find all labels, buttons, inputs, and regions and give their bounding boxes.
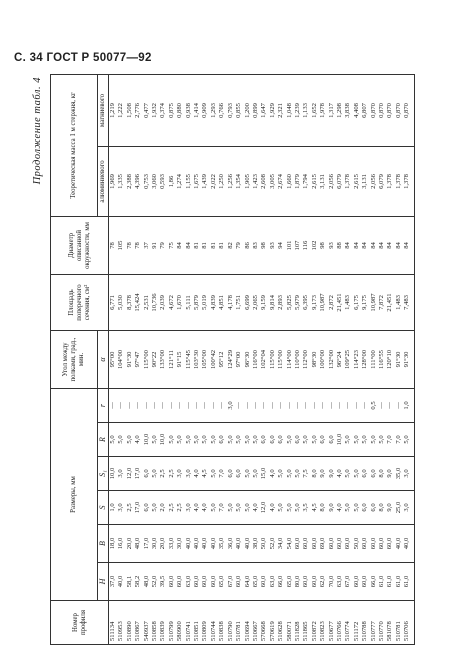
col-h: 37,0 40,0 58,1 58,2 48,0 52,0 39,5 60,0 60,0 63,0 60,0 60,0 60,0 65,0 67,0 60,0 64,0 65,0 60,0 63,0 66,0 65,0 80,0 60,0 60,0 62,0 70,0 63,0 67,0 60,0 60,0 66,0 61,0 61,0 61,0 61,0 xyxy=(109,563,415,601)
header-area: Площадь поперечного сечения, см² xyxy=(51,274,109,330)
header-s: S xyxy=(98,491,109,525)
header-b: B xyxy=(98,525,109,563)
header-r-large: R xyxy=(98,423,109,457)
col-profile-no: 511134 510953 510890 510867 540937 510858 510839 510799 580900 510741 510851 510809 510744 510838 510790 510781 510694 510667 570668 570619 510628 580071 511828 511865 510872 510823 510677 510766 510774 511172 510788 510777 510770 581078 510781 510706 xyxy=(109,601,415,645)
col-s: 1,0 3,0 2,5 17,0 6,0 5,0 2,0 2,5 2,5 3,0 4,0 4,0 5,0 7,0 5,0 5,0 5,0 4,0 12,0 4,0 5,0 5,0 5,0 3,5 4,5 8,0 9,0 4,0 5,0 5,0 6,0 6,0 8,0 9,0 25,0 3,0 xyxy=(109,491,415,525)
col-r-large: 5,0 5,0 5,0 4,0 10,0 5,0 10,0 5,0 5,0 5,0 5,0 5,0 5,0 6,0 5,0 5,0 5,0 5,0 6,0 6,0 6,0 5,0 6,0 5,0 5,0 6,0 6,0 10,0 5,0 5,0 5,0 5,0 5,0 7,0 7,0 5,0 xyxy=(109,423,415,457)
col-diameter: 78 105 78 78 37 91 79 75 84 84 81 81 81 81 82 79 86 83 98 93 94 101 107 116 102 98 93 88 84 84 84 84 84 84 84 84 xyxy=(109,216,415,274)
rotated-table-container xyxy=(32,75,450,645)
header-dimensions: Размеры, мм xyxy=(51,388,98,600)
header-profile-no: Номер профиля xyxy=(51,601,109,645)
header-h: H xyxy=(98,563,109,601)
page-header: С. 34 ГОСТ Р 50077—92 xyxy=(14,52,152,64)
col-mass-aluminum: 1,969 1,335 2,388 4,396 0,753 3,060 0,593 1,86 1,274 1,155 1,675 1,439 2,022 1,250 1,256 1,354 1,905 1,423 2,608 3,005 2,674 1,660 1,879 1,794 2,615 3,131 2,056 6,079 1,378 2,615 3,131 2,056 6,079 1,378 1,378 1,378 xyxy=(109,146,415,216)
table-body-row xyxy=(109,74,415,644)
header-magnesium: магниевого xyxy=(98,74,109,146)
col-b: 18,0 16,0 20,0 48,0 17,0 30,0 20,0 33,0 30,0 40,0 40,0 40,0 40,0 35,0 36,0 40,0 40,0 38,0 50,0 52,0 34,0 54,0 60,0 60,0 60,0 69,0 60,0 60,0 60,0 50,0 60,0 60,0 60,0 60,0 40,0 40,0 xyxy=(109,525,415,563)
col-r-small: — — — — — — — — — — — — — — 3,0 — — — — — — — — — — — — — — — — 0,5 — — — 1,0 xyxy=(109,388,415,422)
header-diameter: Диаметр описанной окружности, мм xyxy=(51,216,109,274)
header-aluminum: алюминиевого xyxy=(98,146,109,216)
col-alpha: 95°00 104°00 91°30 97°47 115°00 90°22 133°00 121°11 91°15 115°45 103°30 105°00 100°42 95°12 124°29 97°00 96°30 116°00 102°04 115°00 115°00 114°00 110°00 112°00 98°30 100°00 132°00 96°24 109°25 114°23 128°00 111°00 116°55 120°10 91°30 91°30 xyxy=(109,330,415,388)
col-mass-magnesium: 1,219 1,222 1,508 2,776 0,477 1,932 0,374 0,875 0,880 0,938 1,414 0,909 1,293 0,766 0,793 0,855 1,200 0,899 1,647 1,929 2,321 1,048 1,239 1,133 1,652 1,978 1,317 1,298 3,838 4,408 6,807 0,870 0,870 0,870 0,870 0,870 xyxy=(109,74,415,146)
profiles-table xyxy=(50,74,415,645)
table-continuation-caption: Продолжение табл. 4 xyxy=(32,77,43,185)
header-alpha: α xyxy=(98,330,109,388)
col-area: 6,771 5,030 8,378 15,424 2,531 10,736 2,039 4,672 1,670 5,111 5,879 5,019 4,839 4,851 4,178 1,751 6,699 2,065 9,159 9,814 2,893 5,825 5,979 6,395 9,173 10,987 2,872 21,451 1,483 6,175 9,175 10,987 7,872 21,451 1,483 7,483 xyxy=(109,274,415,330)
col-s1: 10,0 3,0 12,0 17,0 6,0 5,0 2,5 2,5 3,0 3,0 4,0 4,5 5,0 7,0 6,0 6,0 5,0 5,0 15,0 4,0 5,0 5,0 5,0 7,5 8,0 9,0 9,0 4,0 5,0 5,0 6,0 6,0 8,0 9,0 35,0 3,0 xyxy=(109,457,415,491)
header-angle: Угол между полками, град., мин. xyxy=(51,330,98,388)
header-r-small: r xyxy=(98,388,109,422)
header-mass: Теоретическая масса 1 м стержня, кг xyxy=(51,74,98,216)
header-s1: S₁ xyxy=(98,457,109,491)
